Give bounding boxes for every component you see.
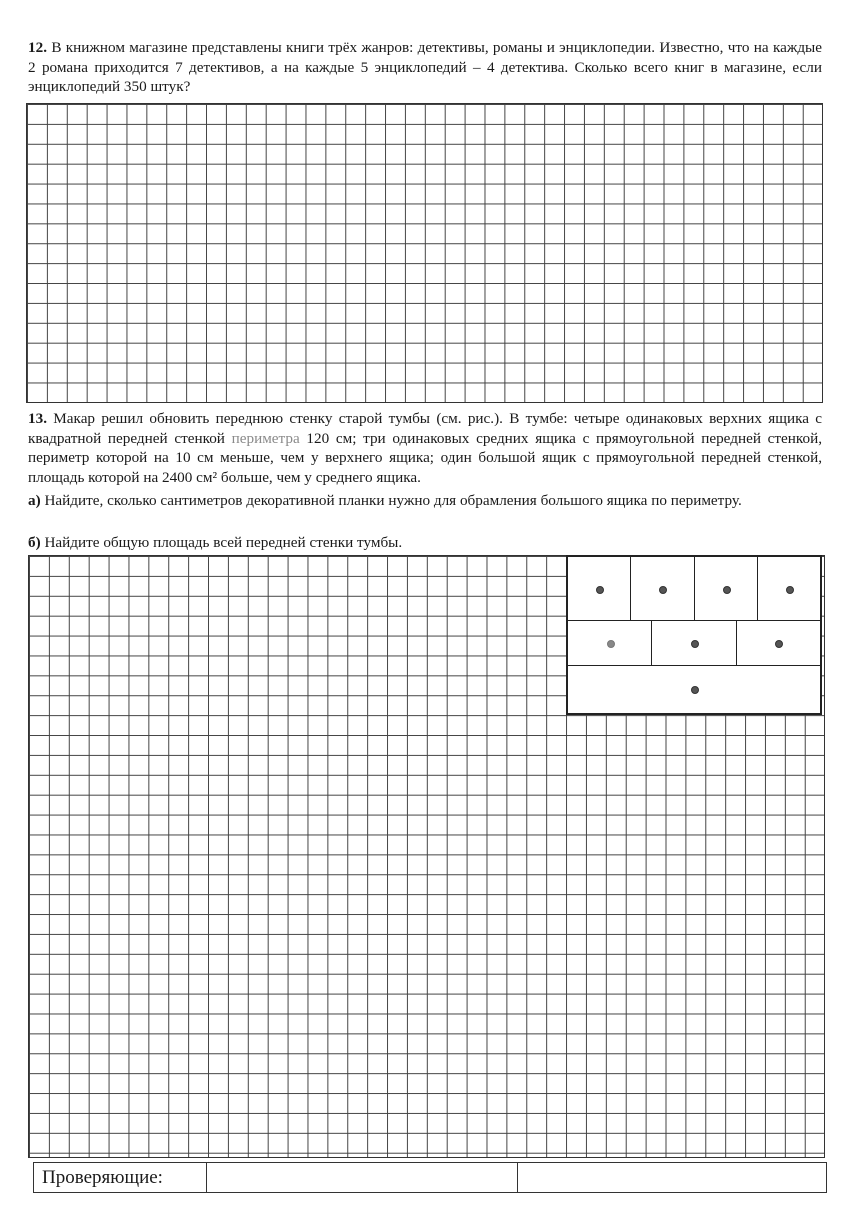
top-drawers-row <box>568 557 820 621</box>
task-13 <box>28 409 822 487</box>
part-a-label: а) <box>28 492 41 509</box>
middle-drawer <box>737 620 820 665</box>
task-13-part-a <box>28 491 822 511</box>
reviewers-box <box>33 1162 827 1193</box>
knob-icon <box>723 586 731 594</box>
middle-drawer <box>652 620 736 665</box>
large-drawer <box>568 665 820 713</box>
part-a-text: Найдите, сколько сантиметров декоративной планки нужно для обрамления большого ящика по периметру. <box>40 492 742 509</box>
task-13-text-2: 120 см; три одинаковых средних ящика с прямоугольной передней стенкой, периметр которой на 10 см меньше, чем у верхнего ящика; один большой ящик с прямоугольной передней стенкой, площадь которой на 2400 см² больше, чем у среднего ящика. <box>28 429 823 486</box>
knob-icon <box>691 640 699 648</box>
top-drawer <box>568 557 631 620</box>
bottom-drawer-row <box>568 665 820 713</box>
top-drawer <box>695 557 758 620</box>
task-13-number: 13. <box>28 410 47 427</box>
top-drawer <box>758 557 820 620</box>
reviewer-field-1[interactable] <box>207 1163 518 1192</box>
part-b-label: б) <box>28 534 41 551</box>
reviewers-label: Проверяющие: <box>34 1163 207 1192</box>
knob-icon <box>596 586 604 594</box>
knob-icon <box>786 586 794 594</box>
task-12-number: 12. <box>28 39 47 56</box>
knob-icon <box>775 640 783 648</box>
knob-icon <box>691 686 699 694</box>
task-12 <box>28 38 822 97</box>
knob-icon <box>607 640 615 648</box>
part-b-text: Найдите общую площадь всей передней стенки тумбы. <box>40 534 403 551</box>
cabinet-figure <box>566 555 822 715</box>
answer-grid-12[interactable] <box>26 103 823 403</box>
task-13-part-b <box>28 533 822 553</box>
knob-icon <box>659 586 667 594</box>
middle-drawers-row <box>568 620 820 666</box>
middle-drawer <box>568 620 652 665</box>
task-13-text-1: Макар решил обновить переднюю стенку старой тумбы (см. рис.). В тумбе: четыре одинаковых верхних ящика с квадратной передней стенкой <box>28 410 823 447</box>
task-13-text-grey: периметра <box>231 429 300 447</box>
task-12-text: В книжном магазине представлены книги трёх жанров: детективы, романы и энциклопедии. Известно, что на каждые 2 романа приходится 7 детективов, а на каждые 5 энциклопедий – 4 детектива. Сколько всего книг в магазине, если энциклопедий 350 штук? <box>28 39 822 95</box>
top-drawer <box>631 557 694 620</box>
reviewer-field-2[interactable] <box>518 1163 826 1192</box>
